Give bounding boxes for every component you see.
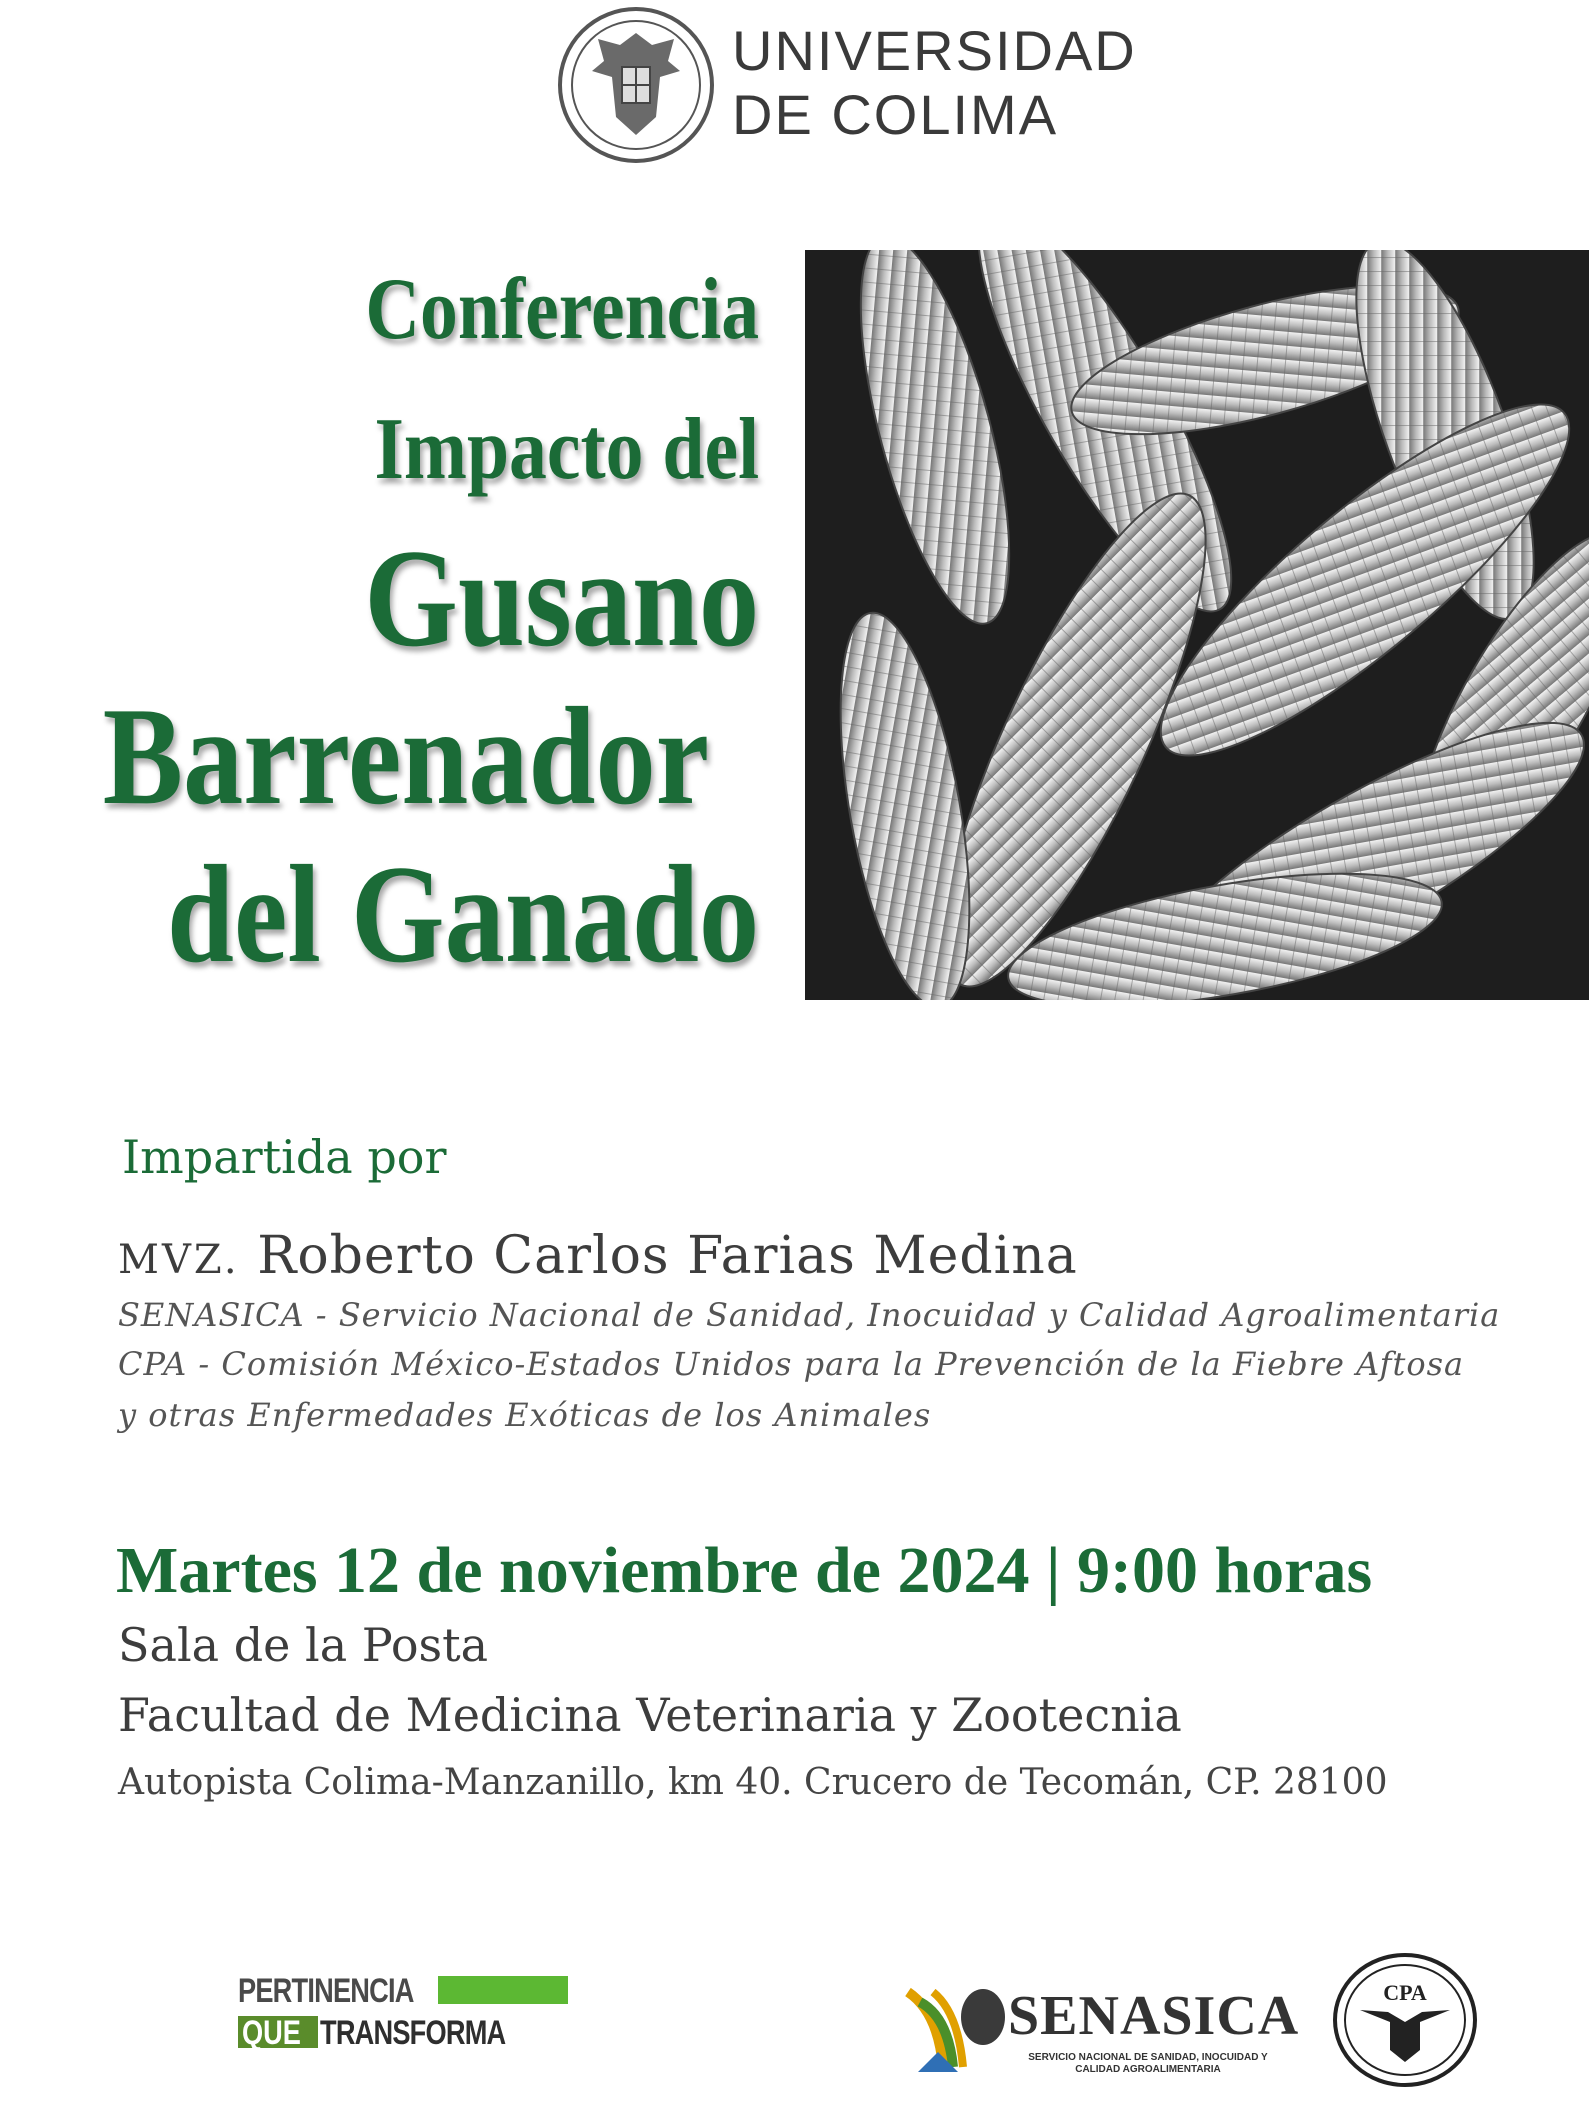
larvae-photo <box>805 250 1589 1000</box>
speaker-intro: Impartida por <box>122 1130 447 1184</box>
university-logo <box>556 5 1137 165</box>
senasica-name: SENASICA <box>1008 1985 1300 2047</box>
slogan-logo <box>238 1972 568 2052</box>
slogan-line1: PERTINENCIA <box>238 1972 414 2010</box>
conference-title <box>4 240 759 994</box>
cpa-logo-icon <box>1330 1950 1480 2090</box>
senasica-logo-icon <box>898 1972 1008 2082</box>
speaker-name-line <box>118 1226 1078 1286</box>
event-faculty: Facultad de Medicina Veterinaria y Zootecnia <box>118 1688 1182 1742</box>
university-name-line1: UNIVERSIDAD <box>732 19 1137 82</box>
university-name <box>732 19 1137 147</box>
speaker-name: Roberto Carlos Farias Medina <box>257 1226 1078 1286</box>
title-line3: Gusano <box>364 521 759 676</box>
senasica-subtitle: SERVICIO NACIONAL DE SANIDAD, INOCUIDAD Y CALIDAD AGROALIMENTARIA <box>1028 2052 1268 2075</box>
title-line2: Impacto del <box>374 401 759 498</box>
university-name-line2: DE COLIMA <box>732 83 1059 146</box>
university-seal-icon <box>556 5 716 165</box>
slogan-line2b: TRANSFORMA <box>320 2014 506 2052</box>
event-address: Autopista Colima-Manzanillo, km 40. Crucero de Tecomán, CP. 28100 <box>118 1762 1388 1803</box>
affiliation-senasica: SENASICA - Servicio Nacional de Sanidad, Inocuidad y Calidad Agroalimentaria <box>118 1296 1501 1334</box>
cpa-logo <box>1330 1950 1480 2090</box>
senasica-logo <box>898 1962 1300 2087</box>
event-room: Sala de la Posta <box>118 1618 489 1672</box>
speaker-prefix: MVZ. <box>118 1237 240 1283</box>
affiliation-cpa-cont: y otras Enfermedades Exóticas de los Animales <box>118 1396 932 1434</box>
title-line4: Barrenador <box>102 679 709 834</box>
slogan-line2a: QUE <box>242 2014 301 2052</box>
event-date-time: Martes 12 de noviembre de 2024 | 9:00 horas <box>116 1534 1373 1607</box>
title-line1: Conferencia <box>365 261 759 358</box>
title-line5: del Ganado <box>166 837 760 992</box>
cpa-label: CPA <box>1383 1980 1427 2005</box>
slogan-bar-top <box>438 1976 568 2004</box>
affiliation-cpa: CPA - Comisión México-Estados Unidos para la Prevención de la Fiebre Aftosa <box>118 1345 1465 1383</box>
